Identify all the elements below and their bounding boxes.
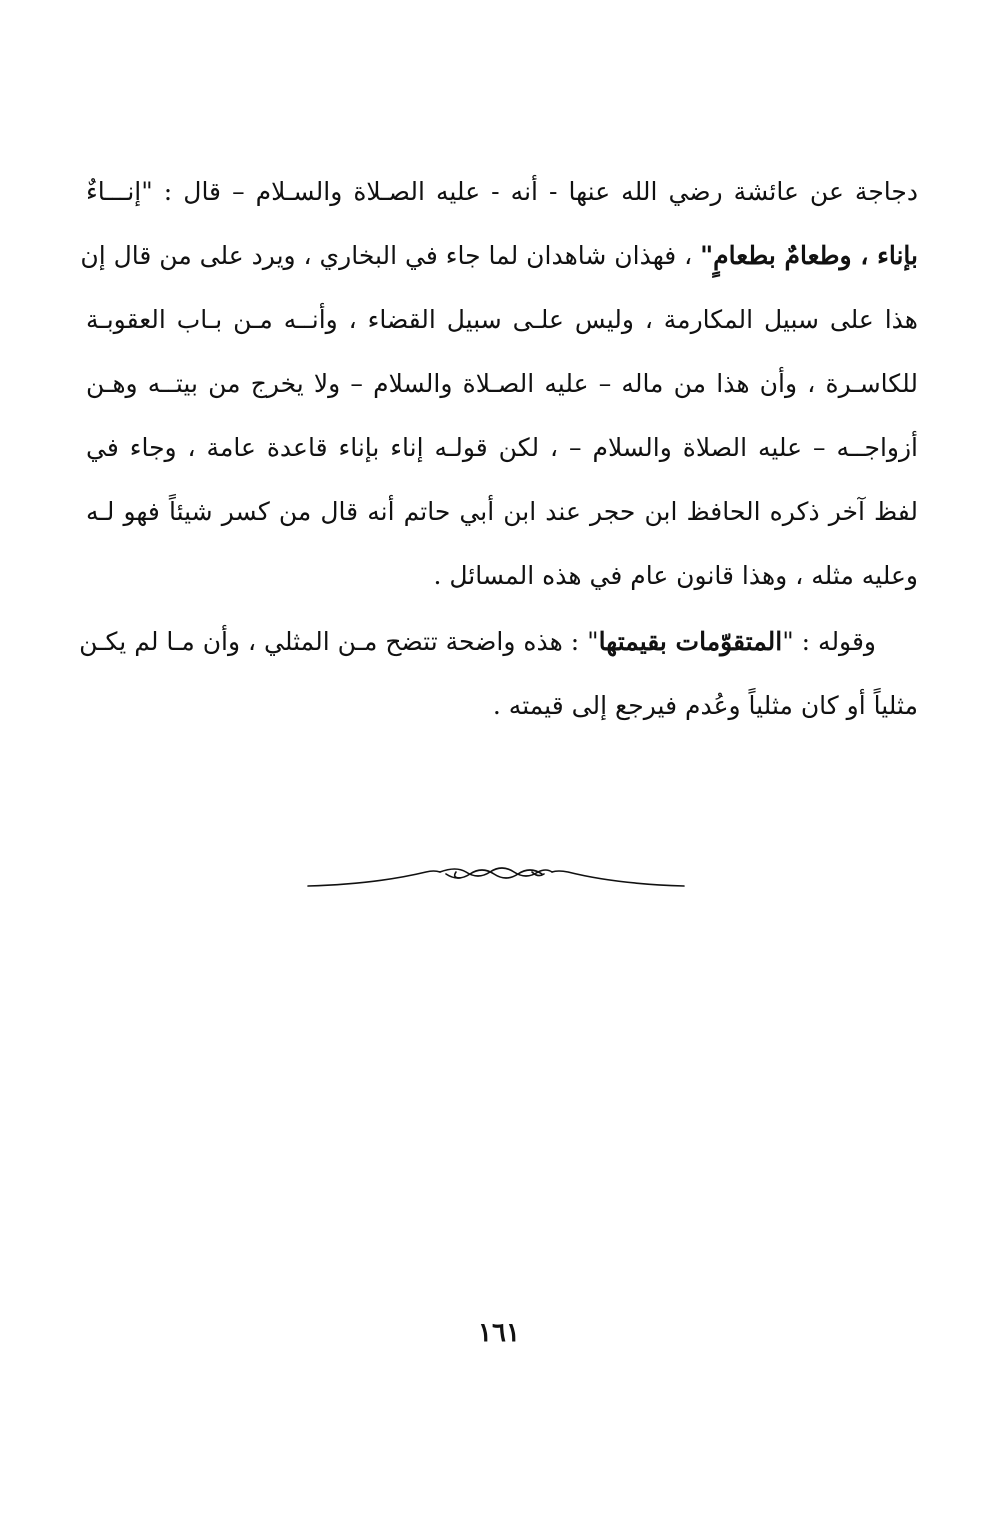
paragraph-1-line-1: دجاجة عن عائشة رضي الله عنها - أنه - عليه الصـلاة والسـلام – قال : "إنـــاءٌ <box>86 177 918 206</box>
paragraph-2-line-1-prefix: وقوله : " <box>782 627 876 656</box>
paragraph-1-line-3: هذا على سبيل المكارمة ، وليس علـى سبيل القضاء ، وأنــه مـن بـاب العقوبـة <box>86 305 918 334</box>
flourish-divider-icon <box>306 858 686 898</box>
paragraph-1-line-2-rest: ، فهذان شاهدان لما جاء في البخاري ، ويرد على من قال إن <box>80 241 701 270</box>
paragraph-2-line-2: مثلياً أو كان مثلياً وعُدم فيرجع إلى قيمته . <box>492 691 918 720</box>
bold-phrase-mutaqawwimat: المتقوّمات بقيمتها <box>598 627 783 656</box>
paragraph-1-line-6: لفظ آخر ذكره الحافظ ابن حجر عند ابن أبي حاتم أنه قال من كسر شيئاً فهو لـه <box>86 497 918 526</box>
paragraph-2-line-1 <box>79 610 918 674</box>
paragraph-1-line-5: أزواجــه – عليه الصلاة والسلام – ، لكن قولـه إناء بإناء قاعدة عامة ، وجاء في <box>86 433 918 462</box>
bold-phrase-inaa: بإناء ، وطعامٌ بطعامٍ" <box>700 241 918 270</box>
paragraph-1-line-7: وعليه مثله ، وهذا قانون عام في هذه المسائل . <box>433 561 918 590</box>
paragraph-1-line-2 <box>80 224 918 288</box>
body-text <box>79 160 918 738</box>
paragraph-2-line-1-rest: " : هذه واضحة تتضح مـن المثلي ، وأن مـا لم يكـن <box>79 627 599 656</box>
paragraph-1-line-4: للكاسـرة ، وأن هذا من ماله – عليه الصـلاة والسلام – ولا يخرج من بيتــه وهـن <box>86 369 918 398</box>
page-number: ١٦١ <box>478 1318 520 1348</box>
